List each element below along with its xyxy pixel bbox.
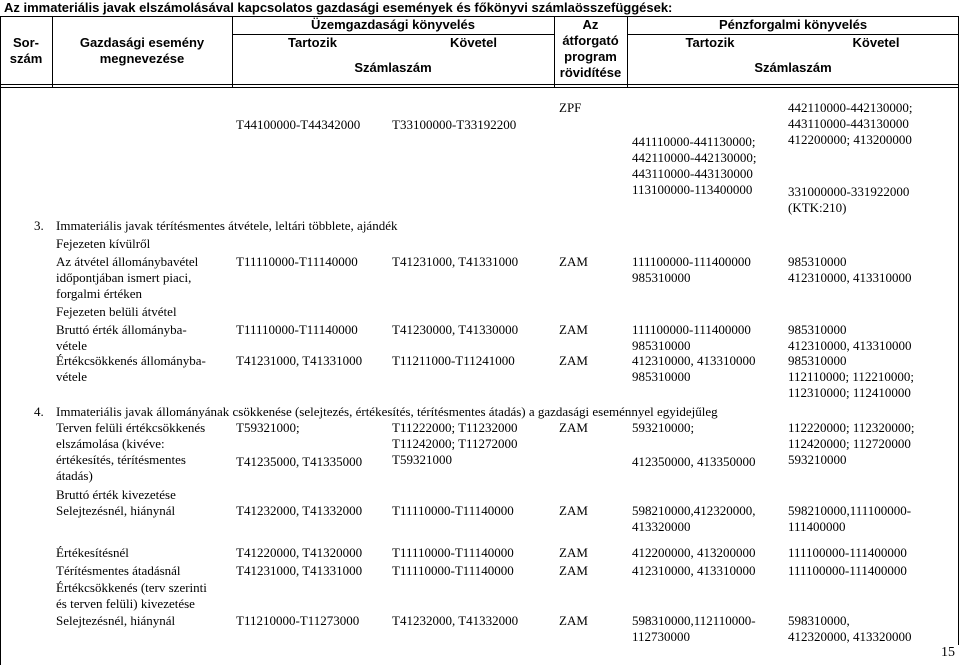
- s3-row3-penz-t: 412310000, 413310000 985310000: [632, 353, 756, 384]
- s4-row1-penz-t-a: 593210000;: [632, 420, 695, 435]
- page-title: Az immateriális javak elszámolásával kapcsolatos gazdasági események és főkönyvi számlaösszefüggések:: [4, 0, 673, 15]
- s3-row2-program: ZAM: [559, 322, 588, 337]
- s4-row4-penz-k: 111100000-111400000: [788, 563, 907, 578]
- s4-row4-label: Térítésmentes átadásnál: [56, 563, 181, 578]
- header-szamlaszam-2: Számlaszám: [754, 60, 832, 75]
- s4-row1-penz-t-b: 412350000, 413350000: [632, 454, 756, 469]
- header-bottom-rule-double: [0, 87, 959, 88]
- s4-row4-program: ZAM: [559, 563, 588, 578]
- s3-row3-tartozik: T41231000, T41331000: [236, 353, 363, 368]
- s4-row1-tartozik-a: T59321000;: [236, 420, 300, 435]
- top-penz-tartozik: 441110000-441130000; 442110000-442130000; 443110000-443130000 113100000-113400000: [632, 134, 757, 197]
- header-tartozik-2: Tartozik: [685, 35, 735, 50]
- section4-number: 4.: [34, 404, 44, 419]
- s4-row2-program: ZAM: [559, 503, 588, 518]
- header-uzemgazd: Üzemgazdasági könyvelés: [310, 17, 476, 32]
- header-kovetel-1: Követel: [450, 35, 497, 50]
- s4-row1-tartozik-b: T41235000, T41335000: [236, 454, 363, 469]
- s3-row2-tartozik: T11110000-T11140000: [236, 322, 358, 337]
- top-penz-kovetel-b: 331000000-331922000 (KTK:210): [788, 184, 910, 215]
- top-kovetel: T33100000-T33192200: [392, 117, 517, 132]
- s4-row1-kovetel: T11222000; T11232000 T11242000; T11272000 T59321000: [392, 420, 518, 467]
- s4-row2-penz-t: 598210000,412320000, 413320000: [632, 503, 756, 534]
- s3-row1-tartozik: T11110000-T11140000: [236, 254, 358, 269]
- s4-row3-penz-t: 412200000, 413200000: [632, 545, 756, 560]
- s4-row2-penz-k: 598210000,111100000- 111400000: [788, 503, 912, 534]
- s4-row5-tartozik: T11210000-T11273000: [236, 613, 360, 628]
- s4-row1-penz-k: 112220000; 112320000; 112420000; 112720000 593210000: [788, 420, 915, 467]
- section4-title: Immateriális javak állományának csökkenése (selejtezés, értékesítés, térítésmentes átadás) a gazdasági eseménnyel egyidejűleg: [56, 404, 718, 419]
- s3-row1-penz-t: 111100000-111400000 985310000: [632, 254, 751, 285]
- s3-row3-penz-k: 985310000 112110000; 112210000; 112310000; 112410000: [788, 353, 915, 400]
- s4-row5-penz-t: 598310000,112110000- 112730000: [632, 613, 756, 644]
- s3-row2-penz-k: 985310000 412310000, 413310000: [788, 322, 912, 353]
- section3-sub2: Fejezeten belüli átvétel: [56, 304, 177, 319]
- header-bottom-rule: [0, 84, 959, 85]
- s4-row1-label: Terven felüli értékcsökkenés elszámolása (kivéve: értékesítés, térítésmentes átadás): [56, 420, 206, 483]
- header-szamlaszam-1: Számlaszám: [354, 60, 432, 75]
- s4-row5-penz-k: 598310000, 412320000, 413320000: [788, 613, 912, 644]
- s4-row3-label: Értékesítésnél: [56, 545, 129, 560]
- s4-row3-kovetel: T11110000-T11140000: [392, 545, 514, 560]
- s4-row4-tartozik: T41231000, T41331000: [236, 563, 363, 578]
- section4-sub1: Bruttó érték kivezetése: [56, 487, 176, 502]
- header-esemeny: Gazdasági esemény megnevezése: [79, 35, 205, 66]
- s3-row2-label: Bruttó érték állományba- vétele: [56, 322, 187, 353]
- header-program: Az átforgató program rövidítése: [559, 17, 622, 80]
- s4-row5-program: ZAM: [559, 613, 588, 628]
- s4-row5-label: Selejtezésnél, hiánynál: [56, 613, 176, 628]
- s4-row2-tartozik: T41232000, T41332000: [236, 503, 363, 518]
- s4-row5-kovetel: T41232000, T41332000: [392, 613, 519, 628]
- s3-row1-penz-k: 985310000 412310000, 413310000: [788, 254, 912, 285]
- s3-row2-kovetel: T41230000, T41330000: [392, 322, 519, 337]
- left-border: [0, 16, 1, 665]
- section3-number: 3.: [34, 218, 44, 233]
- s4-row3-program: ZAM: [559, 545, 588, 560]
- s4-row3-penz-k: 111100000-111400000: [788, 545, 907, 560]
- top-tartozik: T44100000-T44342000: [236, 117, 361, 132]
- s3-row3-program: ZAM: [559, 353, 588, 368]
- s3-row1-kovetel: T41231000, T41331000: [392, 254, 519, 269]
- s4-row1-program: ZAM: [559, 420, 588, 435]
- s4-row4-penz-t: 412310000, 413310000: [632, 563, 756, 578]
- s3-row2-penz-t: 111100000-111400000 985310000: [632, 322, 751, 353]
- page-number: 15: [941, 645, 955, 660]
- section4-sub2: Értékcsökkenés (terv szerinti és terven felüli) kivezetése: [56, 580, 207, 611]
- s3-row1-label: Az átvétel állománybavétel időpontjában ismert piaci, forgalmi értéken: [56, 254, 199, 301]
- header-kovetel-2: Követel: [852, 35, 900, 50]
- s3-row3-kovetel: T11211000-T11241000: [392, 353, 515, 368]
- top-penz-kovetel-a: 442110000-442130000; 443110000-443130000 412200000; 413200000: [788, 100, 913, 147]
- s3-row1-program: ZAM: [559, 254, 588, 269]
- section3-title: Immateriális javak térítésmentes átvétele, leltári többlete, ajándék: [56, 218, 398, 233]
- header-penzforg: Pénzforgalmi könyvelés: [718, 17, 868, 32]
- header-sorszam: Sor- szám: [9, 35, 43, 66]
- s4-row2-kovetel: T11110000-T11140000: [392, 503, 514, 518]
- s4-row4-kovetel: T11110000-T11140000: [392, 563, 514, 578]
- s3-row3-label: Értékcsökkenés állományba- vétele: [56, 353, 206, 384]
- s4-row3-tartozik: T41220000, T41320000: [236, 545, 363, 560]
- section3-sub1: Fejezeten kívülről: [56, 236, 151, 251]
- top-program: ZPF: [559, 100, 582, 115]
- header-tartozik-1: Tartozik: [288, 35, 337, 50]
- s4-row2-label: Selejtezésnél, hiánynál: [56, 503, 176, 518]
